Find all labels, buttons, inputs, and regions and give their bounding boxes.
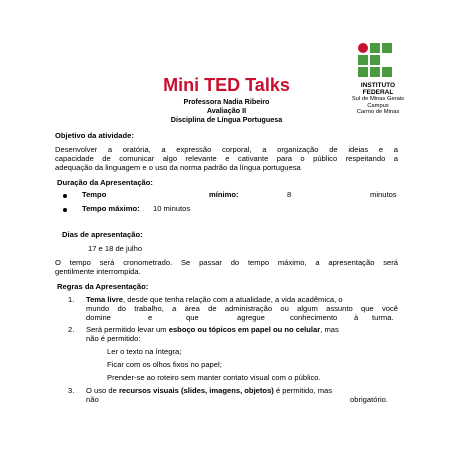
regra1-line3-f: à <box>354 313 359 322</box>
regra2-sub1: Ler o texto na íntegra; <box>107 347 182 356</box>
regra1-number: 1. <box>68 295 75 304</box>
regra1-line3-d: agregue <box>237 313 265 322</box>
regra3-line2-a: não <box>86 395 99 404</box>
bullet-icon <box>63 208 67 212</box>
header-discipline: Disciplina de Língua Portuguesa <box>170 115 283 124</box>
regra1-line3-c: que <box>186 313 199 322</box>
cronometro-line1: O tempo será cronometrado. Se passar do tempo máximo, a apresentação será <box>55 258 398 267</box>
logo-sub-line1: Sul de Minas Gerais <box>351 96 405 102</box>
tempo-maximo-value: 10 minutos <box>153 204 191 213</box>
objetivo-line2: capacidade de comunicar algo relevante e cativante para o público respeitando a <box>55 154 398 163</box>
regra3-number: 3. <box>68 386 75 395</box>
regra1-line2: mundo do trabalho, a área de administração ou algum assunto que você <box>86 304 398 313</box>
bullet-icon <box>63 194 67 198</box>
regra1-line3-g: turma. <box>372 313 394 322</box>
tempo-minimo-value: 8 <box>287 190 292 199</box>
objetivo-line1: Desenvolver a oratória, a expressão corporal, a organização de ideias e a <box>55 145 398 154</box>
regra3-line2-b: obrigatório. <box>350 395 388 404</box>
regra2-post: , mas <box>320 325 339 334</box>
regra2-sub2: Ficar com os olhos fixos no papel; <box>107 360 222 369</box>
tempo-maximo-label: Tempo máximo: <box>82 204 140 213</box>
regra1-bold: Tema livre <box>86 295 124 304</box>
regra2-sub3: Prender-se ao roteiro sem manter contato visual com o público. <box>107 373 321 382</box>
regra2-line2: não é permitido: <box>86 334 141 343</box>
regra2-line1 <box>86 325 339 334</box>
regra2-number: 2. <box>68 325 75 334</box>
regra1-line1-rest: , desde que tenha relação com a atualidade, a vida acadêmica, o <box>123 295 343 304</box>
header-evaluation: Avaliação II <box>206 106 247 115</box>
logo-sub-line2: Campus <box>367 102 389 109</box>
regra1-line3-a: domine <box>86 313 111 322</box>
regra1-line1 <box>86 295 343 304</box>
duracao-heading: Duração da Apresentação: <box>57 178 153 187</box>
regra1-line3-e: conhecimento <box>290 313 338 322</box>
regra2-bold: esboço ou tópicos em papel ou no celular <box>168 325 321 334</box>
tempo-minimo-label: Tempo <box>82 190 107 199</box>
dias-value: 17 e 18 de julho <box>88 244 143 253</box>
regra3-pre: O uso de <box>86 386 119 395</box>
regra3-bold: recursos visuais (slides, imagens, objetos) <box>118 386 274 395</box>
header-teacher: Professora Nadia Ribeiro <box>183 97 270 106</box>
regra3-line1 <box>86 386 332 395</box>
objetivo-heading: Objetivo da atividade: <box>55 131 134 140</box>
tempo-minimo-unit: minutos <box>370 190 397 199</box>
regra3-post: é permitido, mas <box>273 386 333 395</box>
dias-heading: Dias de apresentação: <box>62 230 143 239</box>
objetivo-line3: adequação da linguagem e o uso da norma padrão da língua portuguesa <box>55 163 301 172</box>
logo-name-line2: FEDERAL <box>362 89 394 96</box>
cronometro-line2: gentilmente interrompida. <box>55 267 141 276</box>
regras-heading: Regras da Apresentação: <box>57 282 149 291</box>
logo-sub-line3: Carmo de Minas <box>356 109 400 116</box>
regra2-pre: Será permitido levar um <box>86 325 169 334</box>
tempo-minimo-label2: mínimo: <box>209 190 239 199</box>
regra1-line3-b: e <box>148 313 153 322</box>
logo-name-line1: INSTITUTO <box>360 82 396 89</box>
page-title: Mini TED Talks <box>163 75 290 95</box>
